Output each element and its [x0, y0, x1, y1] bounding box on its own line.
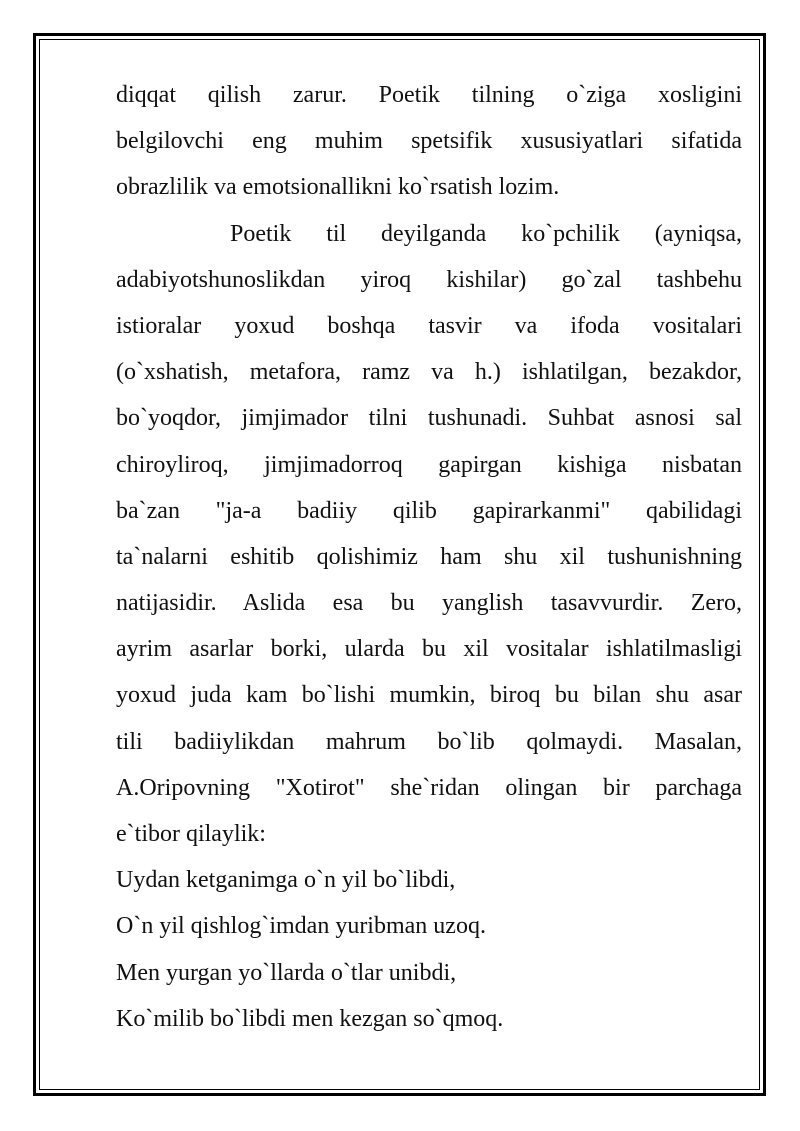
text-line: belgilovchi eng muhim spetsifik xususiyatlari sifatida: [116, 128, 742, 155]
text-line: yoxud juda kam bo`lishi mumkin, biroq bu bilan shu asar: [116, 682, 742, 709]
text-line: bo`yoqdor, jimjimador tilni tushunadi. Suhbat asnosi sal: [116, 405, 742, 432]
text-line: ayrim asarlar borki, ularda bu xil vositalar ishlatilmasligi: [116, 636, 742, 663]
text-line: adabiyotshunoslikdan yiroq kishilar) go`zal tashbehu: [116, 266, 742, 293]
text-line: ba`zan "ja-a badiiy qilib gapirarkanmi" qabilidagi: [116, 497, 742, 524]
poem-line: Men yurgan yo`llarda o`tlar unibdi,: [116, 959, 457, 986]
text-line: istioralar yoxud boshqa tasvir va ifoda vositalari: [116, 312, 742, 339]
poem-line: Ko`milib bo`libdi men kezgan so`qmoq.: [116, 1005, 504, 1032]
text-line: ta`nalarni eshitib qolishimiz ham shu xil tushunishning: [116, 543, 742, 570]
text-line: e`tibor qilaylik:: [116, 821, 266, 847]
text-line: natijasidir. Aslida esa bu yanglish tasavvurdir. Zero,: [116, 590, 742, 617]
text-line: chiroyliroq, jimjimadorroq gapirgan kishiga nisbatan: [116, 451, 742, 478]
poem-line: O`n yil qishlog`imdan yuribman uzoq.: [116, 913, 486, 940]
text-line: obrazlilik va emotsionallikni ko`rsatish lozim.: [116, 174, 560, 201]
text-line: tili badiiylikdan mahrum bo`lib qolmaydi. Masalan,: [116, 728, 742, 755]
poem-line: Uydan ketganimga o`n yil bo`libdi,: [116, 867, 456, 894]
text-line: (o`xshatish, metafora, ramz va h.) ishlatilgan, bezakdor,: [116, 359, 742, 386]
text-line: A.Oripovning "Xotirot" she`ridan olingan bir parchaga: [116, 774, 742, 801]
text-line: diqqat qilish zarur. Poetik tilning o`ziga xosligini: [116, 82, 742, 108]
paragraph-start-line: Poetik til deyilganda ko`pchilik (ayniqsa,: [230, 220, 742, 247]
document-body: [116, 72, 742, 1042]
